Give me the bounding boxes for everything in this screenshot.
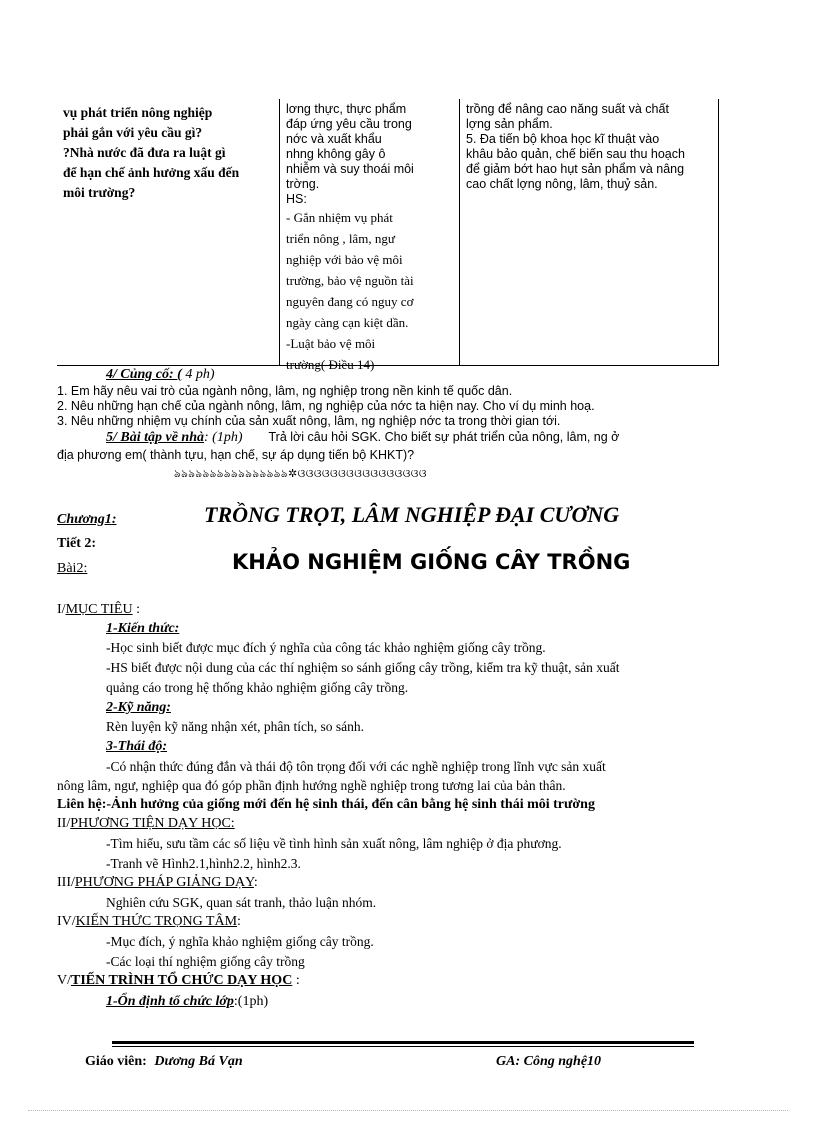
table-text: -Luật bảo vệ môi [286, 336, 376, 351]
table-text: triển nông , lâm, ngư [286, 231, 395, 246]
section-prefix: IV/ [57, 914, 76, 929]
section-suffix: : [132, 602, 140, 617]
homework-line [106, 430, 619, 445]
attitude-heading: 3-Thái độ: [106, 739, 168, 754]
skills-text: Rèn luyện kỹ năng nhận xét, phân tích, so sánh. [106, 719, 364, 734]
section-suffix: : [292, 973, 300, 988]
table-text: nguyên đang có nguy cơ [286, 294, 414, 309]
core-item: -Các loại thí nghiệm giống cây trồng [106, 954, 305, 969]
table-text: trờng. [286, 177, 320, 191]
section-methods [57, 873, 258, 893]
ga-value: Công nghệ10 [523, 1054, 602, 1069]
section-heading: MỤC TIÊU [65, 602, 133, 617]
knowledge-item: -Học sinh biết được mục đích ý nghĩa của công tác khảo nghiệm giống cây trồng. [106, 640, 546, 655]
methods-text: Nghiên cứu SGK, quan sát tranh, thảo luận nhóm. [106, 895, 377, 910]
teacher-label: Giáo viên: [85, 1054, 147, 1069]
ga-label: GA: [496, 1054, 521, 1069]
lesson-label [57, 561, 87, 577]
table-text: nớc và xuất khẩu [286, 132, 382, 146]
lesson-title: KHẢO NGHIỆM GIỐNG CÂY TRỒNG [232, 550, 631, 574]
section-objectives [57, 600, 140, 620]
table-col-question [57, 99, 279, 365]
media-item: -Tranh vẽ Hình2.1,hình2.2, hình2.3. [106, 856, 301, 871]
table-text: ngày càng cạn kiệt dần. [286, 315, 409, 330]
consolidation-heading-text: 4/ Củng cố: ( [106, 367, 182, 382]
chapter-label-colon: : [111, 512, 117, 527]
table-text: nhiễm và suy thoái môi [286, 162, 414, 176]
table-text: môi trường? [63, 185, 136, 200]
consolidation-item: 3. Nêu những nhiệm vụ chính của sản xuất nông, lâm, ng nghiệp nớc ta trong thời gian tới. [57, 414, 561, 428]
consolidation-heading [106, 367, 215, 382]
table-text: ?Nhà nước đã đưa ra luật gì [63, 145, 226, 160]
section-core [57, 912, 241, 932]
homework-text-cont: địa phương em( thành tựu, hạn chế, sự áp dụng tiến bộ KHKT)? [57, 448, 415, 462]
process-step-heading: 1-Ổn định tổ chức lớp [106, 994, 234, 1009]
lesson-label-colon: : [83, 561, 88, 576]
skills-heading: 2-Kỹ năng: [106, 700, 171, 715]
chapter-title: TRỒNG TRỌT, LÂM NGHIỆP ĐẠI CƯƠNG [204, 502, 620, 527]
table-text: trồng để nâng cao năng suất và chất [466, 102, 669, 116]
section-prefix: II/ [57, 816, 71, 831]
table-text: nghiệp với bảo vệ môi [286, 252, 403, 267]
section-heading: PHƯƠNG TIỆN DẠY HỌC: [70, 816, 235, 831]
homework-text: Trả lời câu hỏi SGK. Cho biết sự phát triển của nông, lâm, ng ở [268, 430, 620, 444]
process-step-time: :(1ph) [233, 994, 269, 1009]
teacher-name: Dương Bá Vạn [154, 1054, 243, 1069]
consolidation-item: 2. Nêu những hạn chế của ngành nông, lâm, ng nghiệp của nớc ta hiện nay. Cho ví dụ minh hoạ. [57, 399, 595, 413]
attitude-item: nông lâm, ngư, nghiệp qua đó góp phần định hướng nghề nghiệp trong tương lai của bản thân. [57, 778, 566, 793]
footer-teacher [85, 1054, 243, 1070]
section-heading: TIẾN TRÌNH TỔ CHỨC DẠY HỌC [71, 973, 293, 988]
section-process [57, 971, 300, 991]
table-col-answer [279, 99, 459, 372]
section-prefix: V/ [57, 973, 71, 988]
table-text: cao chất lợng nông, lâm, thuỷ sản. [466, 177, 658, 191]
knowledge-heading: 1-Kiến thức: [106, 621, 180, 636]
core-item: -Mục đích, ý nghĩa khảo nghiệm giống cây trồng. [106, 934, 374, 949]
lesson-table [57, 99, 719, 372]
table-text: trường( Điều 14) [286, 357, 375, 372]
consolidation-time: 4 ph) [181, 367, 215, 382]
table-text: HS: [286, 192, 307, 206]
table-text: lơng thực, thực phẩm [286, 102, 407, 116]
knowledge-item: -HS biết được nội dung của các thí nghiệm so sánh giống cây trồng, kiểm tra kỹ thuật, sản xuất [106, 660, 620, 675]
process-step [106, 991, 268, 1012]
section-suffix: : [253, 875, 258, 890]
media-item: -Tìm hiểu, sưu tầm các số liệu về tình hình sản xuất nông, lâm nghiệp ở địa phương. [106, 836, 562, 851]
section-suffix: : [237, 914, 241, 929]
table-text: để hạn chế ảnh hưởng xấu đến [63, 165, 240, 180]
page-bottom-border [28, 1110, 788, 1111]
table-text: khâu bảo quản, chế biến sau thu hoạch [466, 147, 685, 161]
section-prefix: III/ [57, 875, 75, 890]
chapter-label-text: Chương1 [57, 512, 112, 527]
table-text: lợng sản phẩm. [466, 117, 553, 131]
environment-link: Liên hệ:-Ảnh hưởng của giống mới đến hệ sinh thái, đến cân bằng hệ sinh thái môi trường [57, 797, 595, 812]
footer-rule-thick [112, 1041, 694, 1044]
footer-ga [496, 1054, 601, 1070]
section-heading: KIẾN THỨC TRỌNG TÂM [75, 914, 238, 929]
section-prefix: I/ [57, 602, 66, 617]
table-col-content [459, 99, 719, 365]
section-heading: PHƯƠNG PHÁP GIẢNG DẠY [74, 875, 254, 890]
homework-heading: 5/ Bài tập về nhà [106, 430, 205, 445]
period-label: Tiết 2: [57, 536, 97, 551]
chapter-label [57, 512, 116, 528]
table-text: phải gắn với yêu cầu gì? [63, 125, 203, 140]
homework-time: : (1ph) [204, 430, 243, 445]
consolidation-item: 1. Em hãy nêu vai trò của ngành nông, lâm, ng nghiệp trong nền kinh tế quốc dân. [57, 384, 513, 398]
footer-rule-thin [112, 1046, 694, 1047]
ornament-divider: ঌঌঌঌঌঌঌঌঌঌঌঌঌঌঌঌ✲ଓଓଓଓଓଓଓଓଓଓଓଓଓଓଓଓ [174, 467, 427, 480]
lesson-label-text: Bài2 [57, 561, 84, 576]
table-text: nhng không gây ô [286, 147, 386, 161]
table-text: vụ phát triển nông nghiệp [63, 105, 213, 120]
section-media [57, 814, 235, 834]
table-text: 5. Đa tiến bộ khoa học kĩ thuật vào [466, 132, 660, 146]
knowledge-item: quảng cáo trong hệ thống khảo nghiệm giống cây trồng. [106, 680, 409, 695]
attitude-item: -Có nhận thức đúng đắn và thái độ tôn trọng đối với các nghề nghiệp trong lĩnh vực sản xuất [106, 759, 606, 774]
table-text: trường, bảo vệ nguồn tài [286, 273, 414, 288]
table-text: - Gắn nhiệm vụ phát [286, 210, 393, 225]
table-text: đáp ứng yêu cầu trong [286, 117, 412, 131]
table-text: để giảm bớt hao hụt sản phẩm và nâng [466, 162, 685, 176]
